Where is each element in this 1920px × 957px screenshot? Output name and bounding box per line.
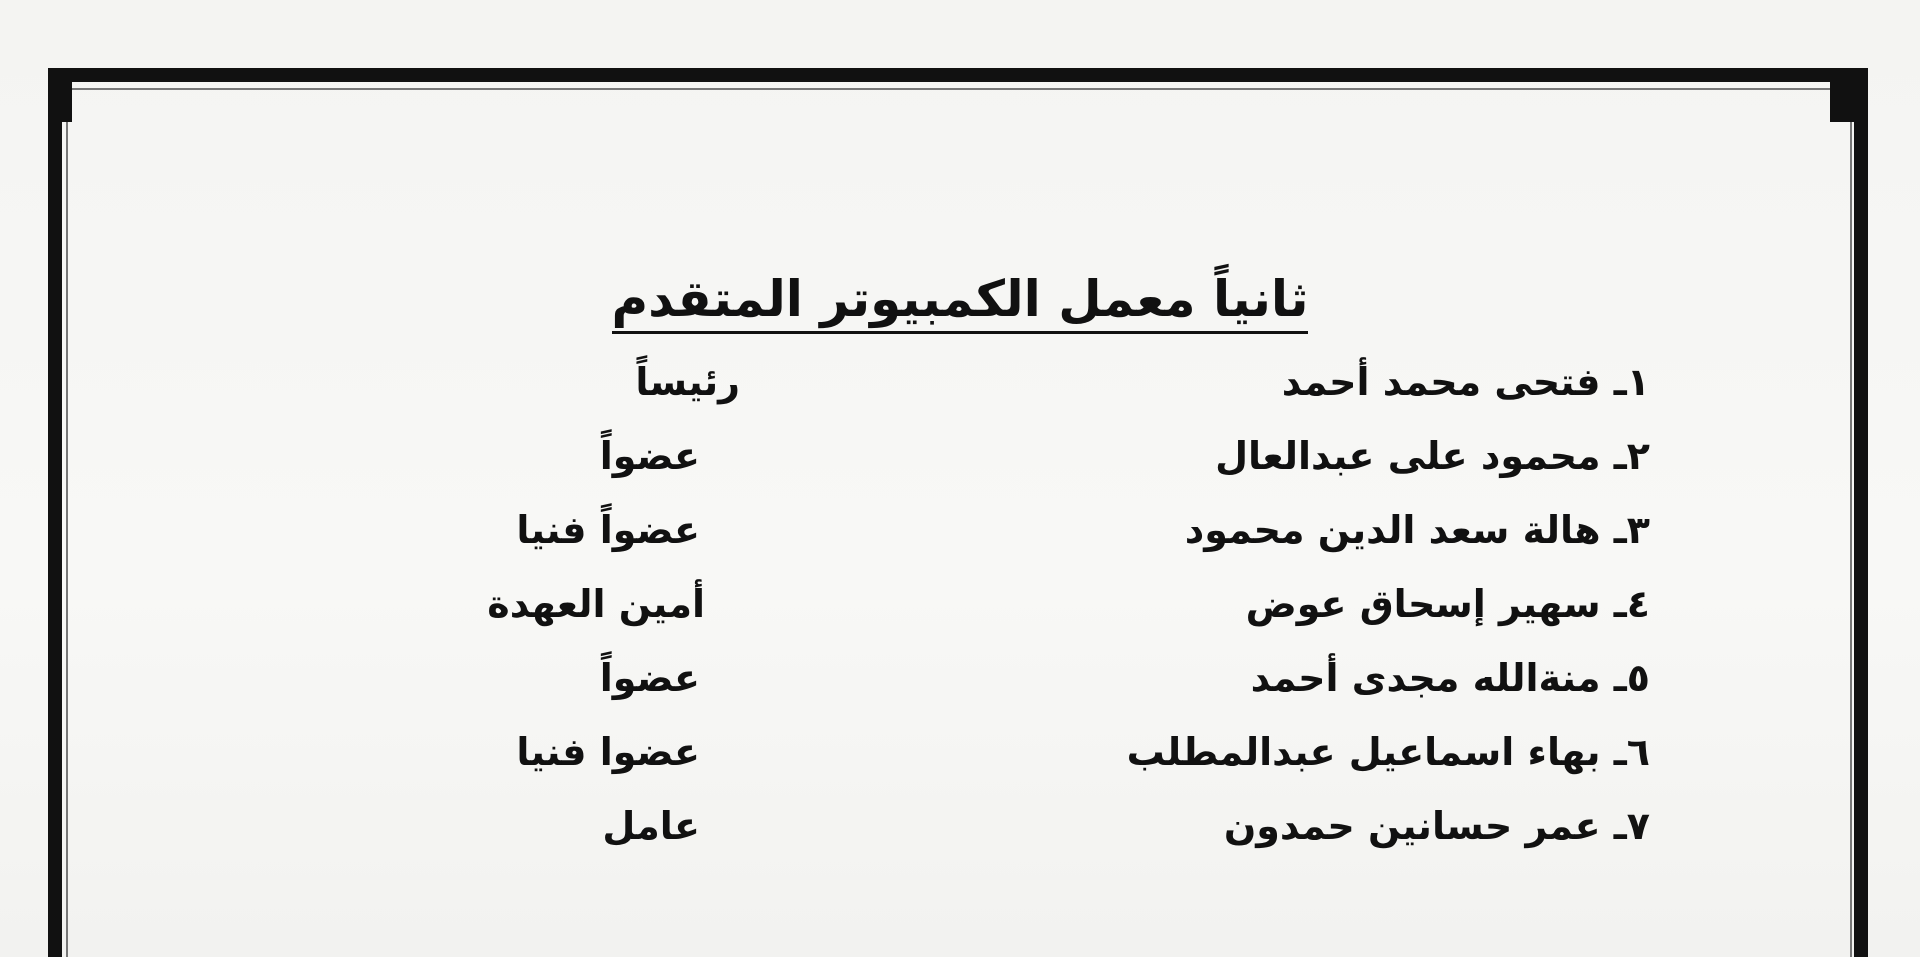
member-role: عضواً فنيا [516, 508, 700, 552]
list-item [0, 429, 1920, 503]
members-list [0, 355, 1920, 873]
member-name: ٢ـ محمود على عبدالعال [1215, 434, 1650, 478]
member-name: ٥ـ منةالله مجدى أحمد [1250, 656, 1650, 700]
list-item [0, 799, 1920, 873]
section-title: ثانياً معمل الكمبيوتر المتقدم [612, 272, 1309, 334]
member-role: أمين العهدة [487, 582, 705, 626]
list-item [0, 651, 1920, 725]
member-role: رئيساً [635, 360, 740, 404]
section-title-container [0, 272, 1920, 334]
member-name: ١ـ فتحى محمد أحمد [1281, 360, 1650, 404]
member-name: ٦ـ بهاء اسماعيل عبدالمطلب [1126, 730, 1650, 774]
member-role: عضواً [599, 656, 700, 700]
list-item [0, 577, 1920, 651]
member-name: ٧ـ عمر حسانين حمدون [1223, 804, 1650, 848]
border-corner-ornament [48, 82, 72, 122]
member-role: عضوا فنيا [516, 730, 700, 774]
member-role: عضواً [599, 434, 700, 478]
list-item [0, 355, 1920, 429]
list-item [0, 503, 1920, 577]
border-corner-ornament [1830, 82, 1854, 122]
member-role: عامل [602, 804, 700, 848]
member-name: ٤ـ سهير إسحاق عوض [1245, 582, 1650, 626]
list-item [0, 725, 1920, 799]
member-name: ٣ـ هالة سعد الدين محمود [1184, 508, 1650, 552]
